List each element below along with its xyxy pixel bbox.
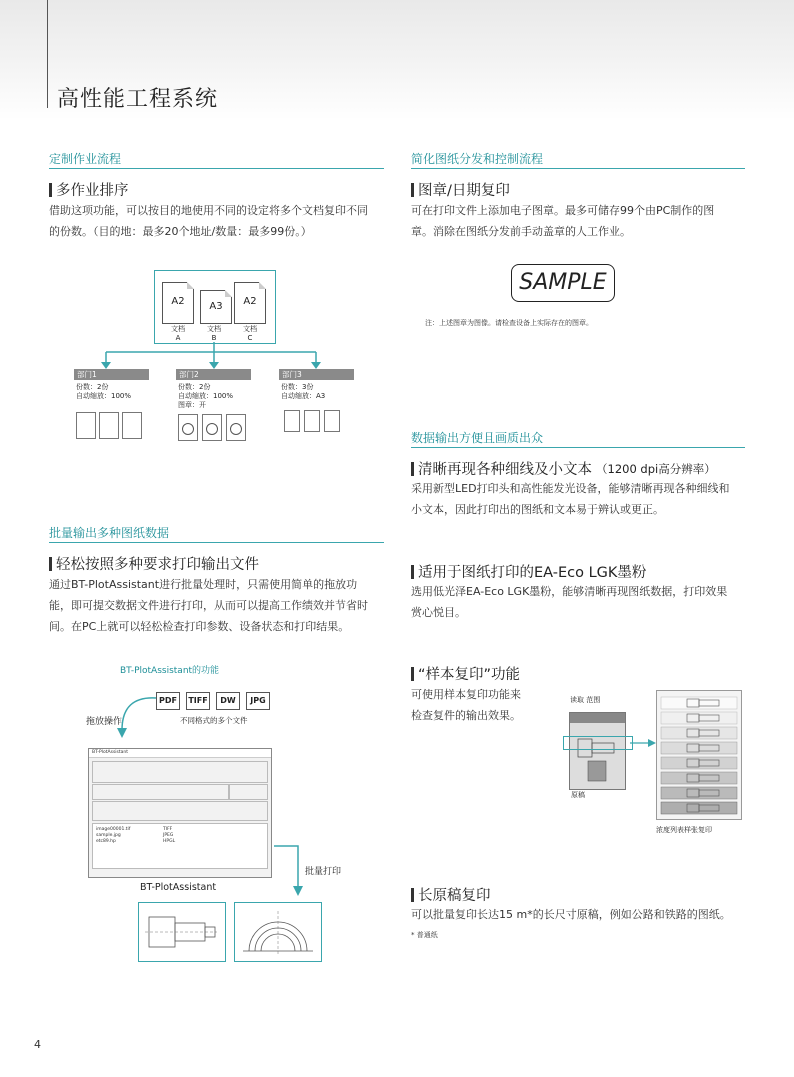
file-format: TIFF: [163, 827, 173, 832]
section-title-batch: 批量输出多种图纸数据: [49, 526, 170, 540]
output-page-stamped: [202, 414, 222, 441]
subtitle-paren: （1200 dpi高分辨率）: [596, 461, 716, 476]
output-page: [76, 412, 96, 439]
original-drawing-icon: [570, 713, 625, 789]
subtitle-multi-job: [49, 179, 129, 200]
doc-label: 文档 A: [171, 325, 185, 342]
subtitle-text: 轻松按照多种要求打印输出文件: [56, 557, 259, 573]
section-title-workflow: 定制作业流程: [49, 152, 122, 166]
body-line: 可以批量复印长达15 m*的长尺寸原稿，例如公路和铁路的图纸。: [411, 908, 731, 921]
file-row[interactable]: etc89.hp: [96, 839, 116, 844]
subtitle-text: 清晰再现各种细线及小文本: [418, 462, 592, 478]
stamp-icon: [206, 423, 218, 435]
body-multi-job: [49, 200, 389, 242]
scan-range-label: 读取 范围: [570, 696, 601, 704]
section-title-output: 数据输出方便且画质出众: [411, 431, 544, 445]
sample-arrow: [630, 738, 658, 748]
density-strips-icon: [657, 691, 741, 819]
app-window: [88, 748, 272, 878]
dept-label: 部门1: [74, 369, 149, 380]
doc-icon: A2: [162, 282, 194, 324]
section-rule: [49, 542, 384, 543]
subtitle-stamp: [411, 179, 510, 200]
body-batch: [49, 574, 389, 637]
output-drawing-2: [234, 902, 322, 962]
body-line: 赏心悦目。: [411, 606, 466, 619]
bullet-bar: [49, 183, 52, 197]
mechanical-drawing-icon: [139, 903, 225, 961]
subtitle-batch: [49, 553, 259, 574]
bullet-bar: [411, 888, 414, 902]
dept-settings: 份数：3份 自动缩放：A3: [281, 383, 326, 400]
bullet-bar: [411, 183, 414, 197]
body-line: 可在打印文件上添加电子图章。最多可储存99个由PC制作的图: [411, 204, 715, 217]
subtitle-sample-copy: [411, 663, 520, 684]
subtitle-text: “样本复印”功能: [418, 667, 521, 683]
section-rule: [411, 447, 745, 448]
body-long-original: [411, 904, 771, 925]
section-rule: [49, 168, 384, 169]
body-line: 的份数。（目的地：最多20个地址/数量：最多99份。）: [49, 225, 312, 238]
file-tag-dw: DW: [216, 692, 240, 710]
stamp-icon: [182, 423, 194, 435]
long-original-note: * 普通纸: [411, 931, 438, 939]
print-option-group: [92, 761, 268, 783]
file-row[interactable]: image00001.tif: [96, 827, 131, 832]
subtitle-text: 长原稿复印: [418, 888, 491, 904]
dept-settings: 份数：2份 自动缩放：100% 图章：开: [178, 383, 234, 409]
file-tag-tiff: TIFF: [186, 692, 210, 710]
subtitle-toner: [411, 561, 646, 582]
body-line: 间。在PC上就可以轻松检查打印参数、设备状态和打印结果。: [49, 620, 350, 633]
bullet-bar: [411, 667, 414, 681]
bullet-bar: [411, 462, 414, 476]
sample-stamp: SAMPLE: [511, 264, 615, 302]
arc-drawing-icon: [235, 903, 321, 961]
dept-label: 部门3: [279, 369, 354, 380]
stamp-note: 注：上述图章为图像。请检查设备上实际存在的图章。: [425, 319, 593, 327]
files-caption: 不同格式的多个文件: [180, 716, 248, 725]
bullet-bar: [411, 565, 414, 579]
body-line: 检查复件的输出效果。: [411, 709, 521, 722]
body-line: 能，即可提交数据文件进行打印，从而可以提高工作绩效并节省时: [49, 599, 368, 612]
output-drawing-1: [138, 902, 226, 962]
body-fine-lines: [411, 478, 751, 520]
distribution-arrows: [90, 340, 340, 370]
window-titlebar: BT-PlotAssistant: [89, 749, 271, 758]
bullet-bar: [49, 557, 52, 571]
file-format: JPEG: [163, 833, 174, 838]
body-toner: [411, 581, 751, 623]
stamp-icon: [230, 423, 242, 435]
option-group: [229, 784, 268, 800]
file-tag-jpg: JPG: [246, 692, 270, 710]
file-selection-group: [92, 784, 229, 800]
output-page-stamped: [226, 414, 246, 441]
section-title-stamp: 简化图纸分发和控制流程: [411, 152, 544, 166]
dept-settings: 份数：2份 自动缩放：100%: [76, 383, 132, 400]
subtitle-fine-lines: [411, 458, 716, 479]
body-line: 可使用样本复印功能来: [411, 688, 521, 701]
body-line: 小文本，因此打印出的图纸和文本易于辨认或更正。: [411, 503, 664, 516]
page-title: 高性能工程系统: [57, 87, 219, 112]
original-sheet: [569, 712, 626, 790]
doc-label: 文档 B: [207, 325, 221, 342]
body-sample-copy: [411, 684, 551, 726]
doc-icon: A2: [234, 282, 266, 324]
file-format: HPGL: [163, 839, 176, 844]
output-page: [99, 412, 119, 439]
job-setting-group: [92, 801, 268, 821]
drag-label: 拖放操作: [86, 717, 123, 727]
file-tag-pdf: PDF: [156, 692, 180, 710]
feature-label: BT-PlotAssistant的功能: [120, 666, 220, 676]
doc-label: 文档 C: [243, 325, 257, 342]
body-line: 选用低光泽EA-Eco LGK墨粉，能够清晰再现图纸数据，打印效果: [411, 585, 728, 598]
output-page: [284, 410, 300, 432]
app-caption: BT-PlotAssistant: [140, 882, 217, 893]
dept-label: 部门2: [176, 369, 251, 380]
output-page: [122, 412, 142, 439]
file-row[interactable]: sample.jpg: [96, 833, 121, 838]
subtitle-text: 多作业排序: [56, 183, 129, 199]
output-page-stamped: [178, 414, 198, 441]
doc-icon: A3: [200, 290, 232, 324]
body-stamp: [411, 200, 751, 242]
output-page: [324, 410, 340, 432]
density-label: 浓度列表样张复印: [656, 826, 712, 834]
page-number: 4: [34, 1038, 41, 1051]
body-line: 章。消除在图纸分发前手动盖章的人工作业。: [411, 225, 631, 238]
header-divider: [47, 0, 48, 108]
drag-arrow: [104, 690, 164, 750]
scan-highlight: [563, 736, 633, 750]
subtitle-long-original: [411, 884, 491, 905]
batch-label: 批量打印: [305, 867, 342, 877]
density-sheet: [656, 690, 742, 820]
body-line: 通过BT-PlotAssistant进行批量处理时，只需使用简单的拖放功: [49, 578, 358, 591]
original-label: 原稿: [571, 791, 585, 799]
body-line: 借助这项功能，可以按目的地使用不同的设定将多个文档复印不同: [49, 204, 368, 217]
section-rule: [411, 168, 745, 169]
output-page: [304, 410, 320, 432]
subtitle-text: 适用于图纸打印的EA-Eco LGK墨粉: [418, 565, 647, 581]
file-list[interactable]: [92, 823, 268, 869]
subtitle-text: 图章/日期复印: [418, 183, 510, 199]
body-line: 采用新型LED打印头和高性能发光设备，能够清晰再现各种细线和: [411, 482, 730, 495]
